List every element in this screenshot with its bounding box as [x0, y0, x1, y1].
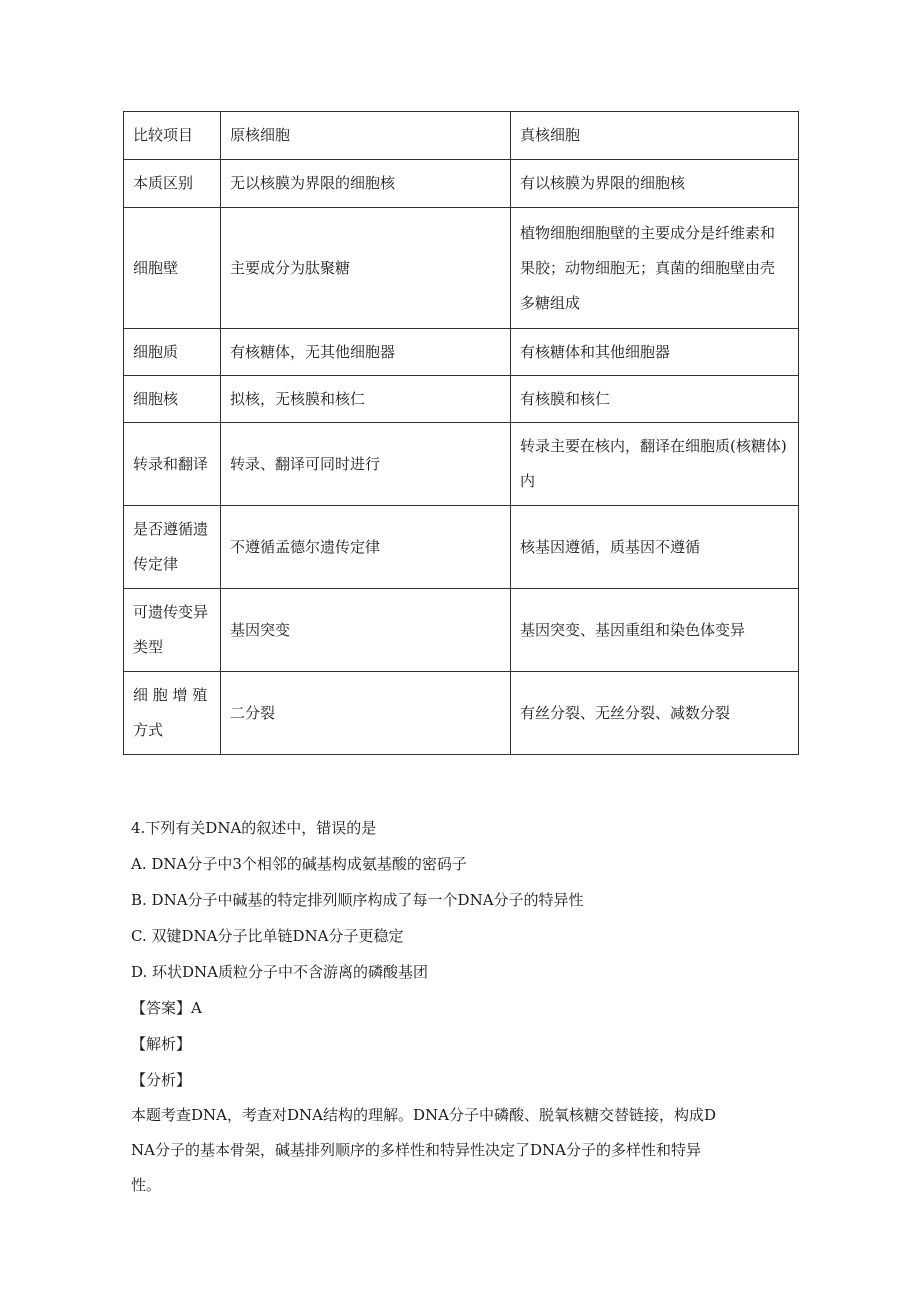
question-stem: 4.下列有关DNA的叙述中，错误的是 — [131, 819, 377, 837]
option-b: B. DNA分子中碱基的特定排列顺序构成了每一个DNA分子的特异性 — [131, 891, 584, 909]
table-cell: 核基因遵循，质基因不遵循 — [511, 506, 799, 589]
table-row — [124, 329, 799, 376]
table-row — [124, 208, 799, 329]
analysis-heading: 【解析】 — [131, 1035, 192, 1053]
table-cell: 有核糖体，无其他细胞器 — [221, 329, 511, 376]
table-cell: 本质区别 — [124, 160, 221, 208]
comparison-table — [123, 111, 799, 755]
table-cell: 不遵循孟德尔遗传定律 — [221, 506, 511, 589]
table-cell: 真核细胞 — [511, 112, 799, 160]
table-cell: 可遗传变异类型 — [124, 589, 221, 672]
question-block — [131, 810, 801, 1203]
table-row — [124, 589, 799, 672]
fenxi-text: 本题考查DNA，考查对DNA结构的理解。DNA分子中磷酸、脱氧核糖交替链接，构成DNA分子的基本骨架，碱基排列顺序的多样性和特异性决定了DNA分子的多样性和特异性。 — [131, 1106, 716, 1194]
table-cell: 有丝分裂、无丝分裂、减数分裂 — [511, 672, 799, 755]
table-row — [124, 506, 799, 589]
table-cell: 细 胞 增 殖方式 — [124, 672, 221, 755]
option-c: C. 双键DNA分子比单链DNA分子更稳定 — [131, 927, 404, 945]
table-row — [124, 112, 799, 160]
table-cell: 原核细胞 — [221, 112, 511, 160]
table-cell: 植物细胞细胞壁的主要成分是纤维素和果胶；动物细胞无；真菌的细胞壁由壳多糖组成 — [511, 208, 799, 329]
table-row — [124, 423, 799, 506]
table-cell: 有以核膜为界限的细胞核 — [511, 160, 799, 208]
table-cell: 二分裂 — [221, 672, 511, 755]
answer-line: 【答案】A — [131, 999, 202, 1017]
table-cell: 基因突变、基因重组和染色体变异 — [511, 589, 799, 672]
table-cell: 转录、翻译可同时进行 — [221, 423, 511, 506]
table-row — [124, 376, 799, 423]
table-cell: 转录主要在核内，翻译在细胞质(核糖体)内 — [511, 423, 799, 506]
table-cell: 拟核，无核膜和核仁 — [221, 376, 511, 423]
table-cell: 是否遵循遗传定律 — [124, 506, 221, 589]
table-cell: 比较项目 — [124, 112, 221, 160]
table-cell: 细胞质 — [124, 329, 221, 376]
table-cell: 细胞壁 — [124, 208, 221, 329]
table-cell: 细胞核 — [124, 376, 221, 423]
table-cell: 无以核膜为界限的细胞核 — [221, 160, 511, 208]
table-cell: 有核膜和核仁 — [511, 376, 799, 423]
option-a: A. DNA分子中3个相邻的碱基构成氨基酸的密码子 — [131, 855, 467, 873]
table-cell: 基因突变 — [221, 589, 511, 672]
table-row — [124, 160, 799, 208]
table-cell: 主要成分为肽聚糖 — [221, 208, 511, 329]
table-row — [124, 672, 799, 755]
table-cell: 转录和翻译 — [124, 423, 221, 506]
table-cell: 有核糖体和其他细胞器 — [511, 329, 799, 376]
option-d: D. 环状DNA质粒分子中不含游离的磷酸基团 — [131, 963, 429, 981]
fenxi-heading: 【分析】 — [131, 1071, 192, 1089]
